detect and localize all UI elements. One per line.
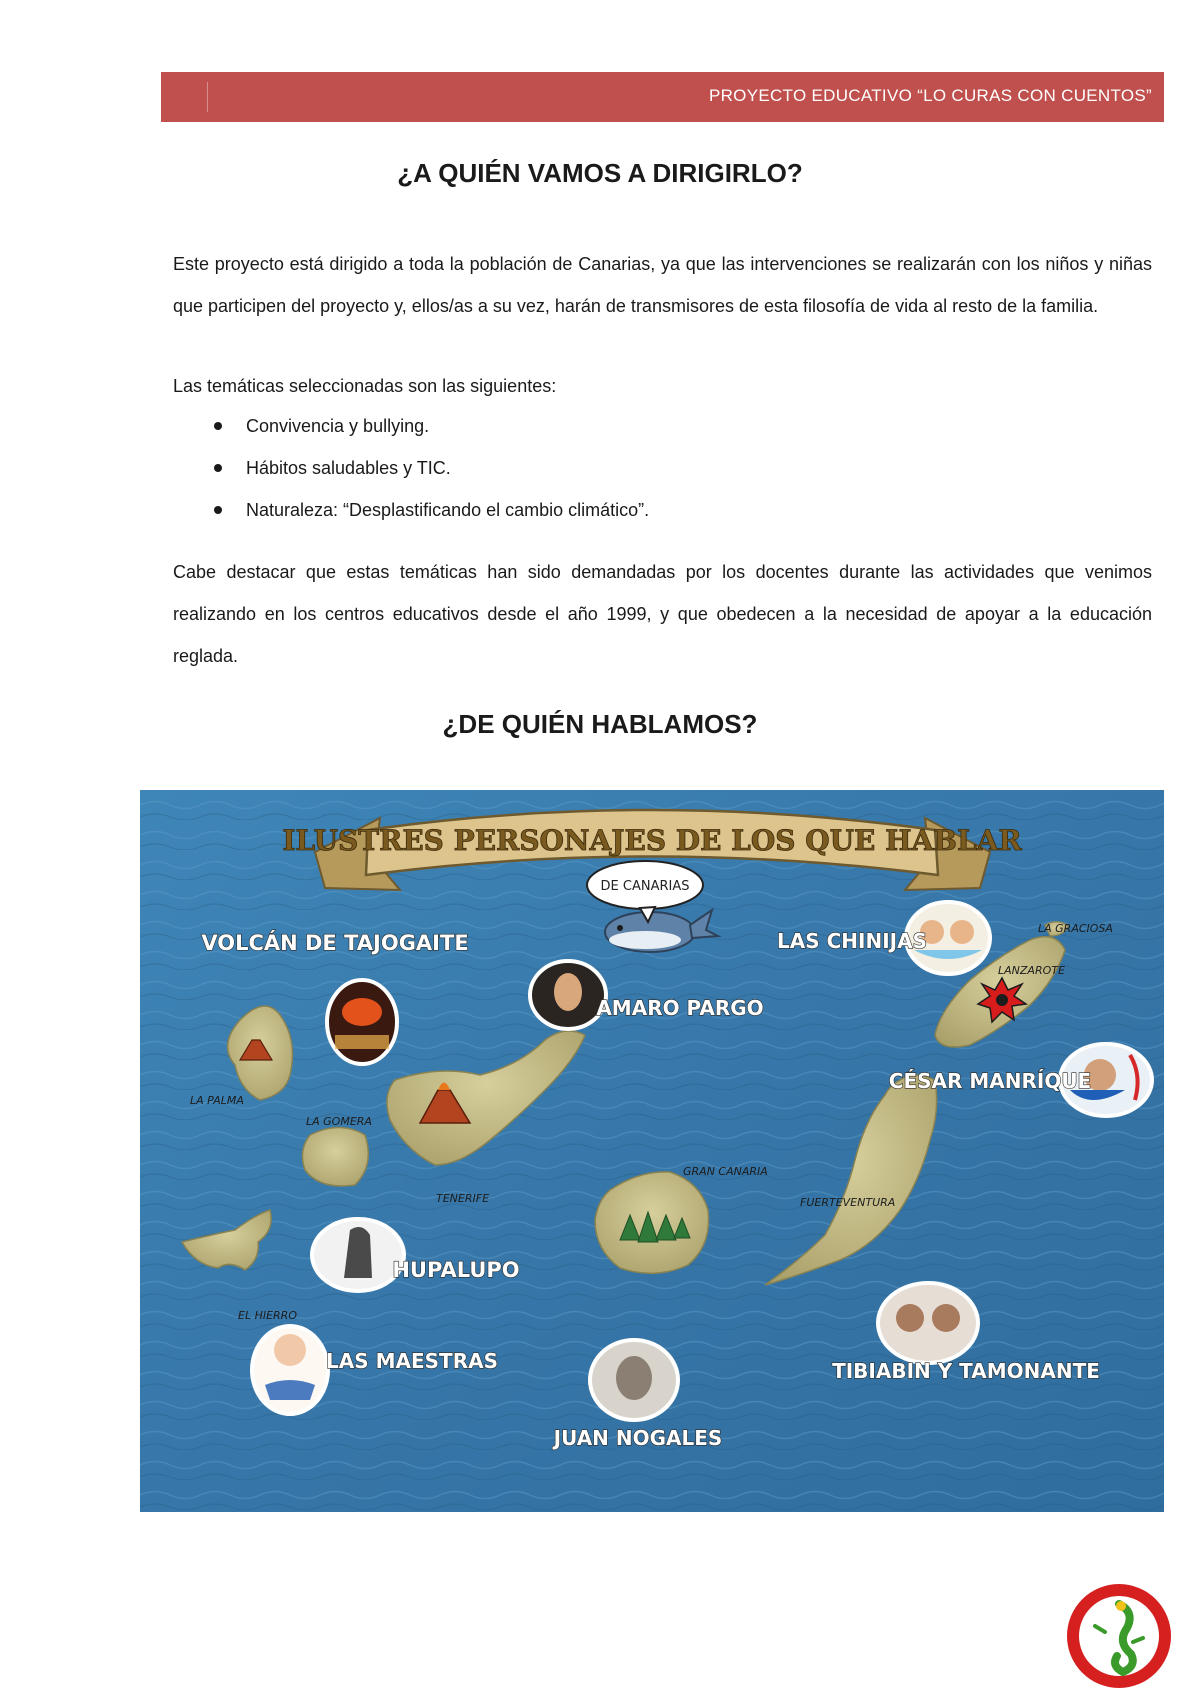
- label-tibiabin-tamonante: TIBIABIN Y TAMONANTE: [832, 1359, 1100, 1383]
- list-item: Naturaleza: “Desplastificando el cambio climático”.: [173, 489, 649, 531]
- label-hupalupo: HUPALUPO: [392, 1258, 520, 1282]
- portrait-volcan: [327, 980, 397, 1064]
- label-las-chinijas: LAS CHINIJAS: [777, 929, 927, 953]
- island-label: LANZAROTE: [998, 964, 1065, 977]
- list-item: Hábitos saludables y TIC.: [173, 447, 649, 489]
- header-bar: [161, 72, 1164, 122]
- map-illustration: [140, 790, 1164, 1512]
- bullet-icon: [214, 464, 222, 472]
- header-title: PROYECTO EDUCATIVO “LO CURAS CON CUENTOS”: [708, 86, 1152, 105]
- portrait-hupalupo: [312, 1219, 404, 1291]
- label-juan-nogales: JUAN NOGALES: [553, 1426, 723, 1450]
- island-label: TENERIFE: [436, 1192, 490, 1205]
- portrait-amaro-pargo: [530, 961, 606, 1029]
- svg-text:DE CANARIAS: DE CANARIAS: [600, 879, 690, 894]
- island-label: FUERTEVENTURA: [800, 1196, 896, 1209]
- topics-intro: Las temáticas seleccionadas son las siguientes:: [173, 376, 557, 396]
- topics-list: [173, 405, 649, 531]
- label-las-maestras: LAS MAESTRAS: [326, 1349, 498, 1373]
- bullet-icon: [214, 422, 222, 430]
- closing-paragraph: Cabe destacar que estas temáticas han sido demandadas por los docentes durante las actividades que venimos realizando en los centros educativos desde el año 1999, y que obedecen a la necesidad de apoyar a la educación reglada.: [173, 562, 1152, 666]
- island-la-gomera: [302, 1128, 368, 1187]
- island-label: LA GRACIOSA: [1038, 922, 1113, 935]
- label-cesar-manrique: CÉSAR MANRÍQUE: [888, 1069, 1092, 1093]
- section-heading-characters: ¿DE QUIÉN HABLAMOS?: [442, 709, 758, 739]
- header-divider: [207, 82, 208, 112]
- island-label: LA GOMERA: [306, 1115, 372, 1128]
- island-label: EL HIERRO: [238, 1309, 297, 1322]
- lizard-logo-icon: [1065, 1582, 1173, 1690]
- island-label: GRAN CANARIA: [683, 1165, 768, 1178]
- label-amaro-pargo: AMARO PARGO: [596, 996, 764, 1020]
- portrait-tibiabin-tamonante: [878, 1283, 978, 1363]
- portrait-juan-nogales: [590, 1340, 678, 1420]
- island-label: LA PALMA: [190, 1094, 244, 1107]
- section-heading-audience: ¿A QUIÉN VAMOS A DIRIGIRLO?: [397, 158, 803, 188]
- banner-title: ILUSTRES PERSONAJES DE LOS QUE HABLAR: [282, 824, 1022, 857]
- bullet-icon: [214, 506, 222, 514]
- intro-paragraph: Este proyecto está dirigido a toda la población de Canarias, ya que las intervenciones se realizarán con los niños y niñas que participen del proyecto y, ellos/as a su vez, harán de transmisores de esta filosofía de vida al resto de la familia.: [173, 254, 1152, 316]
- canary-islands-map: [140, 790, 1164, 1512]
- label-volcan: VOLCÁN DE TAJOGAITE: [201, 931, 469, 955]
- list-item: Convivencia y bullying.: [173, 405, 649, 447]
- portrait-las-maestras: [252, 1326, 328, 1414]
